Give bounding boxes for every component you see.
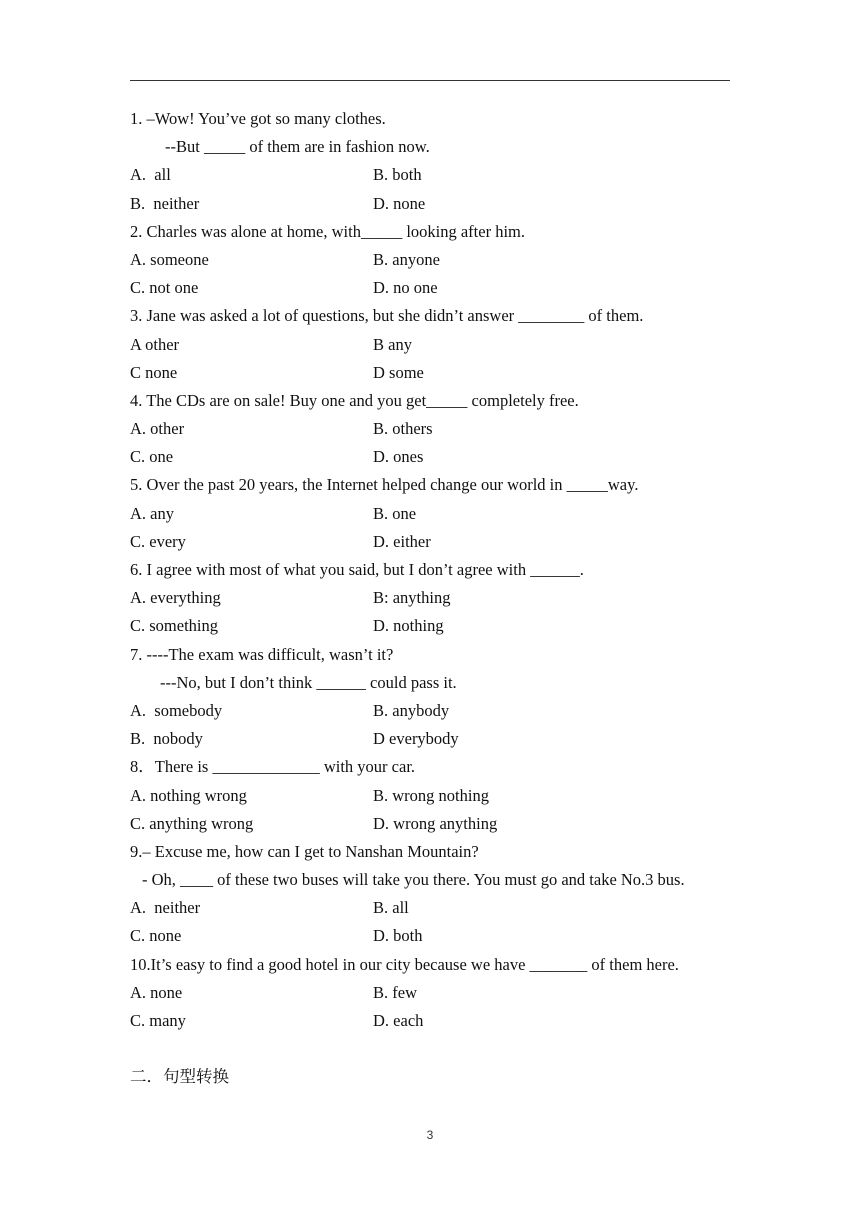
option-row [130, 415, 750, 443]
option-row [130, 782, 750, 810]
option-row [130, 725, 750, 753]
option-b: B. all [373, 898, 409, 918]
option-row [130, 500, 750, 528]
question-stem: 1. –Wow! You’ve got so many clothes. [130, 109, 386, 128]
option-b: B. few [373, 982, 417, 1002]
option-c: C. anything wrong [130, 813, 254, 833]
option-b: B. both [373, 165, 422, 185]
option-d: D. ones [373, 447, 424, 467]
option-row [130, 331, 750, 359]
option-c: C. many [130, 1011, 186, 1030]
question-8 [130, 753, 750, 838]
option-row [130, 697, 750, 725]
option-d: D some [373, 362, 424, 382]
question-4 [130, 387, 750, 472]
option-row [130, 443, 750, 471]
option-d: D. either [373, 531, 431, 551]
question-3 [130, 302, 750, 387]
question-stem: 6. I agree with most of what you said, but I don’t agree with ______. [130, 560, 584, 579]
option-row [130, 979, 750, 1007]
option-d: D. no one [373, 278, 438, 298]
question-7 [130, 641, 750, 754]
option-row [130, 894, 750, 922]
option-row [130, 190, 750, 218]
question-stem-reply: - Oh, ____ of these two buses will take you there. You must go and take No.3 bus. [142, 870, 685, 890]
option-row [130, 1007, 750, 1035]
option-c: C. none [130, 926, 182, 946]
question-stem: 5. Over the past 20 years, the Internet helped change our world in _____way. [130, 475, 639, 495]
option-d: D everybody [373, 729, 459, 749]
question-stem-reply: ---No, but I don’t think ______ could pass it. [160, 672, 457, 692]
option-row [130, 584, 750, 612]
option-a: A. everything [130, 588, 221, 608]
option-d: D. none [373, 193, 426, 213]
option-row [130, 922, 750, 950]
option-c: C. every [130, 531, 186, 551]
option-c: C. not one [130, 278, 199, 298]
section-title: 二．句型转换 [130, 1067, 229, 1086]
option-b: B. anyone [373, 249, 440, 269]
option-c: B. neither [130, 193, 200, 213]
option-b: B. others [373, 419, 433, 439]
option-b: B: anything [373, 588, 451, 608]
option-a: A. other [130, 419, 185, 439]
header-rule [130, 80, 730, 81]
option-d: D. each [373, 1011, 424, 1030]
question-9 [130, 838, 750, 951]
question-2 [130, 218, 750, 303]
question-6 [130, 556, 750, 641]
option-c: B. nobody [130, 729, 203, 749]
option-c: C. something [130, 616, 219, 636]
option-b: B any [373, 334, 412, 354]
question-stem: 9.– Excuse me, how can I get to Nanshan Mountain? [130, 841, 479, 861]
question-stem: 7. ----The exam was difficult, wasn’t it? [130, 644, 394, 664]
option-b: B. one [373, 503, 417, 523]
option-row [130, 161, 750, 189]
option-a: A other [130, 334, 180, 354]
option-row [130, 246, 750, 274]
option-a: A. all [130, 165, 171, 185]
option-d: D. nothing [373, 616, 444, 636]
option-a: A. none [130, 982, 183, 1002]
option-a: A. neither [130, 898, 201, 918]
option-a: A. somebody [130, 700, 223, 720]
option-b: B. wrong nothing [373, 785, 489, 805]
option-c: C none [130, 362, 178, 382]
question-10 [130, 951, 750, 1036]
option-row [130, 274, 750, 302]
page-number: 3 [426, 1128, 434, 1142]
question-stem: 3. Jane was asked a lot of questions, but she didn’t answer ________ of them. [130, 306, 644, 326]
question-5 [130, 471, 750, 556]
question-stem: 4. The CDs are on sale! Buy one and you get_____ completely free. [130, 390, 579, 410]
question-1 [130, 105, 750, 218]
option-a: A. nothing wrong [130, 785, 247, 805]
option-b: B. anybody [373, 700, 450, 720]
question-stem: 8．There is _____________ with your car. [130, 757, 416, 777]
question-stem-reply: --But _____ of them are in fashion now. [165, 137, 430, 157]
option-d: D. wrong anything [373, 813, 498, 833]
option-a: A. someone [130, 249, 209, 269]
option-a: A. any [130, 503, 174, 523]
question-list [130, 105, 750, 1035]
option-row [130, 810, 750, 838]
question-stem: 10.It’s easy to find a good hotel in our city because we have _______ of them here. [130, 954, 679, 974]
question-stem: 2. Charles was alone at home, with_____ looking after him. [130, 221, 526, 241]
option-c: C. one [130, 447, 174, 467]
option-d: D. both [373, 926, 423, 946]
option-row [130, 528, 750, 556]
option-row [130, 359, 750, 387]
option-row [130, 612, 750, 640]
